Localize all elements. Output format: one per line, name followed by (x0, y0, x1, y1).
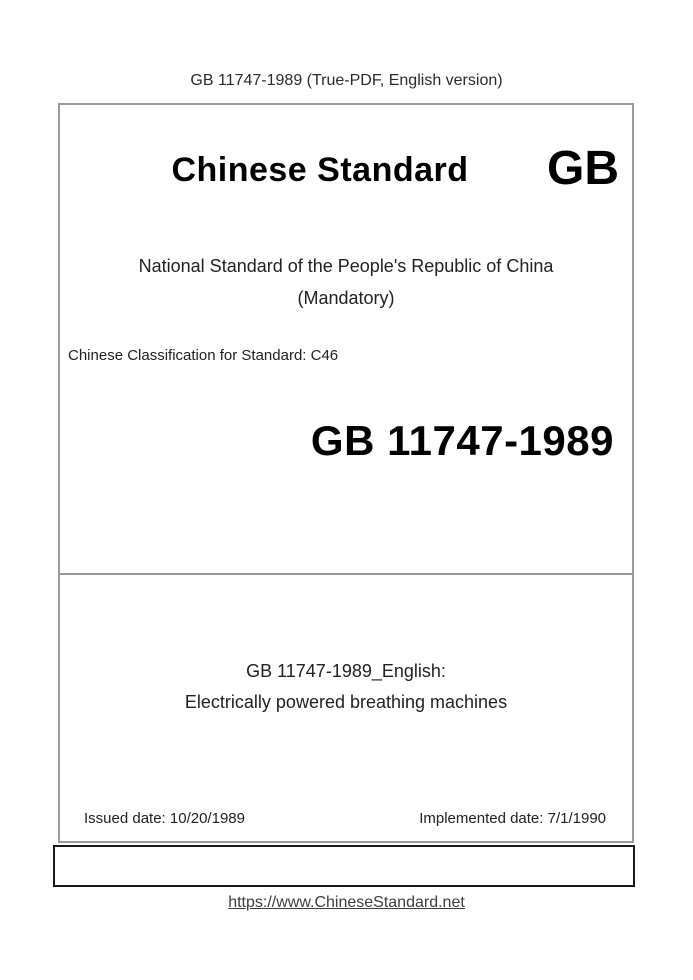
section-divider (58, 573, 634, 575)
footer (0, 891, 693, 915)
english-title-line2: Electrically powered breathing machines (184, 692, 508, 712)
standard-number: GB 11747-1989 (310, 417, 614, 464)
dates-row (84, 808, 606, 830)
page-header-title: GB 11747-1989 (True-PDF, English version) (190, 72, 503, 89)
english-title-block (60, 656, 632, 718)
issued-date: Issued date: 10/20/1989 (84, 810, 245, 827)
implemented-date: Implemented date: 7/1/1990 (419, 810, 606, 827)
empty-footer-box (53, 845, 635, 887)
website-link[interactable]: https://www.ChineseStandard.net (228, 894, 465, 911)
mandatory-line: (Mandatory) (297, 288, 395, 308)
english-title-line1: GB 11747-1989_English: (246, 661, 446, 681)
classification-line: Chinese Classification for Standard: C46 (68, 347, 339, 364)
brand-title: Chinese Standard (171, 151, 469, 189)
national-standard-line: National Standard of the People's Republic of China (138, 256, 554, 276)
cover-box (58, 103, 634, 843)
gb-logo: GB (547, 142, 619, 195)
